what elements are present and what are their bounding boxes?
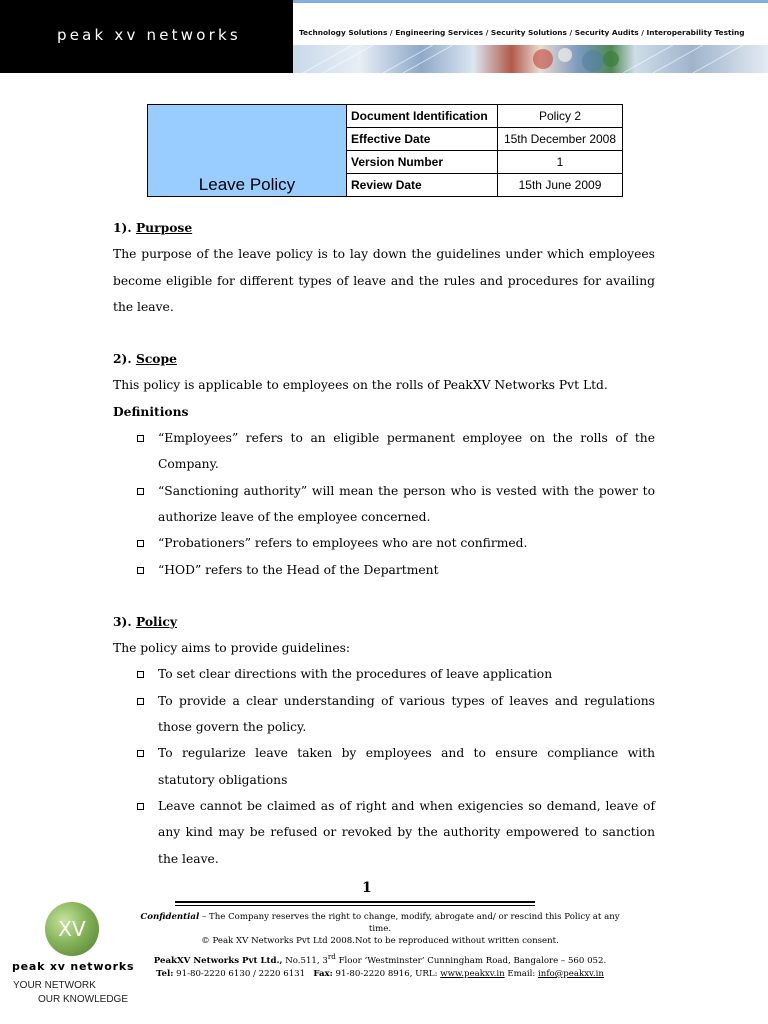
- policy-text: The policy aims to provide guidelines:: [113, 641, 351, 656]
- purpose-text: The purpose of the leave policy is to lay down the guidelines under which employees become eligible for different types of leave and the rules and procedures for availing the leave.: [113, 247, 655, 314]
- definitions-heading: Definitions: [113, 403, 189, 419]
- logo-tagline-2: OUR KNOWLEDGE: [38, 994, 129, 1005]
- checkbox-bullet-icon: [137, 698, 144, 705]
- list-item: To regularize leave taken by employees and to ensure compliance with statutory obligations: [113, 740, 655, 793]
- list-item: “HOD” refers to the Head of the Department: [113, 557, 655, 583]
- checkbox-bullet-icon: [137, 488, 144, 495]
- scope-title: Scope: [135, 351, 177, 367]
- website-link[interactable]: www.peakxv.in: [440, 968, 505, 979]
- header-right-panel: [293, 0, 768, 73]
- fax-label: Fax:: [313, 968, 333, 979]
- scope-heading: [113, 346, 655, 372]
- definitions-list: [113, 425, 655, 583]
- list-item: “Probationers” refers to employees who are not confirmed.: [113, 530, 655, 556]
- checkbox-bullet-icon: [137, 567, 144, 574]
- fax-value: 91-80-2220 8916, URL:: [332, 968, 441, 979]
- effective-date-value: 15th December 2008: [498, 128, 623, 151]
- policy-title: Leave Policy: [148, 105, 347, 197]
- footer-address: PeakXV Networks Pvt Ltd., No.511, 3rd Floor ‘Westminster’ Cunningham Road, Bangalore – 560 052. Tel: 91-80-2220 6130 / 2220 6131 Fax: 91-80-2220 8916, URL: www.peakxv.in Email: info@peakxv.in: [153, 952, 607, 979]
- review-date-value: 15th June 2009: [498, 174, 623, 197]
- checkbox-bullet-icon: [137, 803, 144, 810]
- purpose-title: Purpose: [135, 220, 193, 235]
- list-item: Leave cannot be claimed as of right and when exigencies so demand, leave of any kind may be refused or revoked by the authority empowered to sanction the leave.: [113, 793, 655, 872]
- globe-logo-icon: XV: [45, 902, 99, 956]
- review-date-label: Review Date: [347, 174, 498, 197]
- policy-content: [113, 215, 655, 872]
- header-brand: peak xv networks: [0, 0, 293, 73]
- email-link[interactable]: info@peakxv.in: [538, 968, 604, 979]
- logo-name: peak xv networks: [12, 960, 135, 973]
- version-number-value: 1: [498, 151, 623, 174]
- list-item: “Employees” refers to an eligible permanent employee on the rolls of the Company.: [113, 425, 655, 478]
- header-services: Technology Solutions / Engineering Services / Security Solutions / Security Audits / Interoperability Testing: [293, 0, 768, 45]
- list-item: To provide a clear understanding of various types of leaves and regulations those govern the policy.: [113, 688, 655, 741]
- footer-divider: [175, 901, 535, 903]
- purpose-number: 1).: [113, 220, 132, 235]
- banner-decoration-icon: [293, 45, 768, 73]
- doc-id-value: Policy 2: [498, 105, 623, 128]
- policy-number: 3).: [113, 613, 132, 629]
- confidential-text: – The Company reserves the right to change, modify, abrogate and/ or rescind this Policy at any time.: [199, 912, 620, 934]
- tel-value: 91-80-2220 6130 / 2220 6131: [173, 968, 306, 979]
- page-number: 1: [362, 880, 372, 896]
- copyright-text: © Peak XV Networks Pvt Ltd 2008.Not to be reproduced without written consent.: [201, 936, 559, 946]
- checkbox-bullet-icon: [137, 540, 144, 547]
- scope-text: This policy is applicable to employees on the rolls of PeakXV Networks Pvt Ltd.: [113, 378, 608, 393]
- company-logo: [12, 900, 137, 1012]
- company-name: PeakXV Networks Pvt Ltd.,: [153, 955, 283, 966]
- version-number-label: Version Number: [347, 151, 498, 174]
- policy-list: [113, 661, 655, 871]
- confidential-label: Confidential: [140, 912, 200, 922]
- checkbox-bullet-icon: [137, 750, 144, 757]
- document-info-table: [147, 104, 623, 197]
- policy-heading: [113, 609, 655, 635]
- purpose-heading: [113, 215, 655, 241]
- scope-number: 2).: [113, 351, 132, 367]
- footer-confidential: [130, 911, 630, 947]
- policy-title: Policy: [135, 613, 178, 629]
- doc-id-label: Document Identification: [347, 105, 498, 128]
- checkbox-bullet-icon: [137, 435, 144, 442]
- tel-label: Tel:: [156, 968, 174, 979]
- effective-date-label: Effective Date: [347, 128, 498, 151]
- checkbox-bullet-icon: [137, 671, 144, 678]
- footer-divider-thin: [175, 905, 535, 906]
- header-banner-image: [293, 45, 768, 73]
- list-item: To set clear directions with the procedures of leave application: [113, 661, 655, 687]
- list-item: “Sanctioning authority” will mean the person who is vested with the power to authorize leave of the employee concerned.: [113, 478, 655, 531]
- page-header: [0, 0, 768, 73]
- logo-tagline-1: YOUR NETWORK: [13, 980, 96, 991]
